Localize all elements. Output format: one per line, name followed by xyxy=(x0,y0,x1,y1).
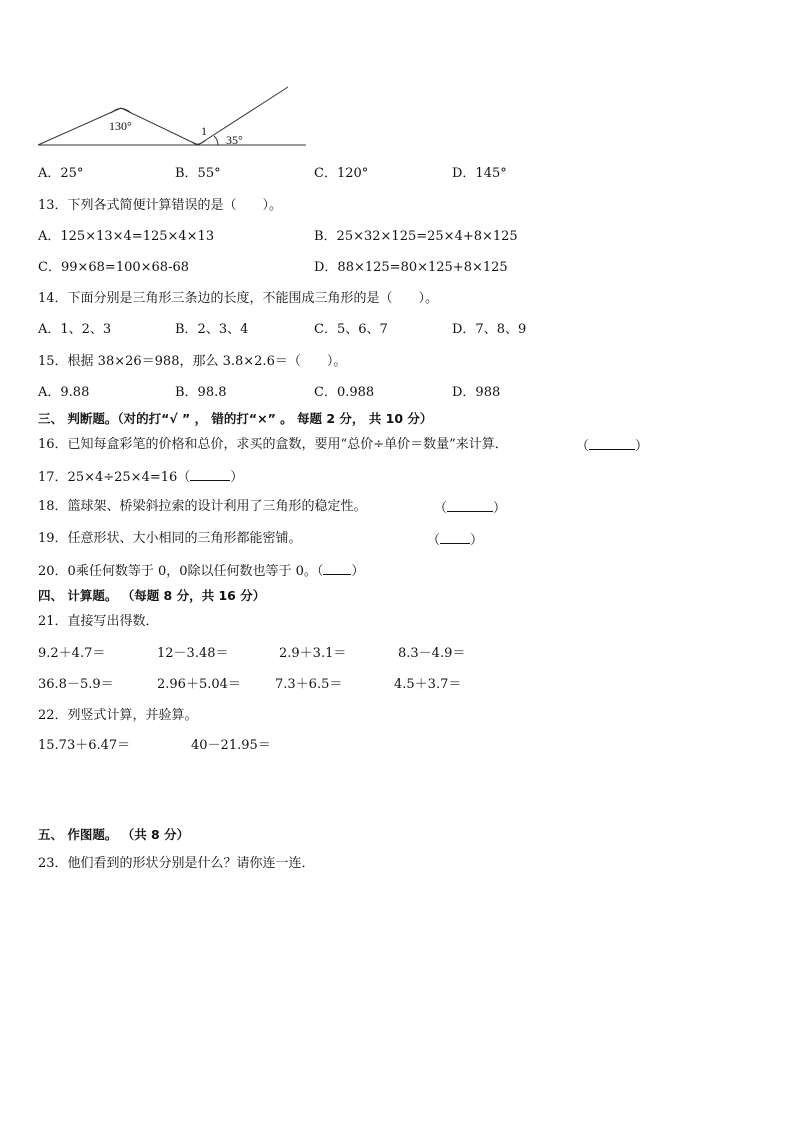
q17-close-paren: ） xyxy=(230,470,244,485)
q14-stem: 14．下面分别是三角形三条边的长度，不能围成三角形的是（ ）。 xyxy=(38,291,439,306)
angle-arc-35 xyxy=(214,136,218,145)
section-3-title: 三、 判断题。（对的打“√ ” ， 错的打“×” 。 每题 2 分， 共 10 分） xyxy=(38,411,433,426)
q15-option-a[interactable]: A．9.88 xyxy=(38,385,90,400)
angle-label-130: 130° xyxy=(109,119,132,133)
figure-ray xyxy=(198,87,288,145)
angle-label-35: 35° xyxy=(226,133,243,147)
q20-stem: 20．0乘任何数等于 0，0除以任何数也等于 0。（ xyxy=(38,564,324,579)
q16-stem: 16．已知每盒彩笔的价格和总价，求买的盒数，要用“总价÷单价＝数量”来计算． xyxy=(38,437,508,452)
q15-option-b[interactable]: B．98.8 xyxy=(175,385,227,400)
q20-blank-line[interactable] xyxy=(323,562,351,575)
q15-stem: 15．根据 38×26＝988，那么 3.8×2.6＝（ ）。 xyxy=(38,354,347,369)
q13-option-b[interactable]: B．25×32×125=25×4+8×125 xyxy=(314,229,518,244)
q20-close-paren: ） xyxy=(351,564,365,579)
q13-option-a[interactable]: A．125×13×4=125×4×13 xyxy=(38,229,215,244)
q14-option-a[interactable]: A．1、2、3 xyxy=(38,322,112,337)
q21-item-6: 2.96＋5.04＝ xyxy=(157,677,241,692)
q18-close-paren: ） xyxy=(493,501,507,516)
q22-item-1: 15.73＋6.47＝ xyxy=(38,738,131,753)
q18-stem: 18．篮球架、桥梁斜拉索的设计利用了三角形的稳定性。 xyxy=(38,499,367,514)
q21-item-3: 2.9＋3.1＝ xyxy=(279,646,347,661)
q14-option-b[interactable]: B．2、3、4 xyxy=(175,322,249,337)
q19-stem: 19．任意形状、大小相同的三角形都能密铺。 xyxy=(38,531,302,546)
q19-answer-blank[interactable] xyxy=(427,531,483,549)
q16-close-paren: ） xyxy=(635,439,649,454)
q13-stem: 13．下列各式简便计算错误的是（ ）。 xyxy=(38,198,283,213)
q18-answer-blank[interactable] xyxy=(434,499,506,517)
q22-stem: 22．列竖式计算，并验算。 xyxy=(38,708,198,723)
section-4-title: 四、 计算题。 （每题 8 分，共 16 分） xyxy=(38,588,266,603)
q19-close-paren: ） xyxy=(470,533,484,548)
q19-blank-line[interactable] xyxy=(440,531,470,544)
q15-option-c[interactable]: C．0.988 xyxy=(314,385,375,400)
q16-answer-blank[interactable] xyxy=(576,437,648,455)
q21-item-5: 36.8－5.9＝ xyxy=(38,677,114,692)
q14-option-c[interactable]: C．5、6、7 xyxy=(314,322,388,337)
q16-blank-line[interactable] xyxy=(589,437,635,450)
q12-option-d[interactable]: D．145° xyxy=(452,166,507,181)
q14-option-d[interactable]: D．7、8、9 xyxy=(452,322,527,337)
q21-item-2: 12－3.48＝ xyxy=(157,646,229,661)
q17-blank-line[interactable] xyxy=(190,468,230,481)
q21-item-8: 4.5＋3.7＝ xyxy=(394,677,462,692)
q18-blank-line[interactable] xyxy=(447,499,493,512)
section-5-title: 五、 作图题。 （共 8 分） xyxy=(38,827,190,842)
q12-option-c[interactable]: C．120° xyxy=(314,166,369,181)
q12-option-b[interactable]: B．55° xyxy=(175,166,221,181)
q21-stem: 21．直接写出得数． xyxy=(38,614,159,629)
angle-label-1: 1 xyxy=(201,124,207,138)
q13-option-d[interactable]: D．88×125=80×125+8×125 xyxy=(314,260,508,275)
q13-option-c[interactable]: C．99×68=100×68-68 xyxy=(38,260,189,275)
q21-item-7: 7.3＋6.5＝ xyxy=(275,677,343,692)
q21-item-4: 8.3－4.9＝ xyxy=(398,646,466,661)
q20-row xyxy=(38,562,364,580)
angle-arc-top xyxy=(111,109,131,114)
q17-stem: 17．25×4÷25×4=16（ xyxy=(38,470,191,485)
q15-option-d[interactable]: D．988 xyxy=(452,385,501,400)
q18-open-paren: （ xyxy=(434,501,448,516)
q17-row xyxy=(38,468,243,486)
q23-stem: 23．他们看到的形状分别是什么？请你连一连． xyxy=(38,856,315,871)
angle-figure xyxy=(0,0,794,160)
figure-right-side xyxy=(121,108,198,145)
q22-item-2: 40－21.95＝ xyxy=(191,738,271,753)
q12-option-a[interactable]: A．25° xyxy=(38,166,84,181)
q21-item-1: 9.2＋4.7＝ xyxy=(38,646,106,661)
q16-open-paren: （ xyxy=(576,439,590,454)
q19-open-paren: （ xyxy=(427,533,441,548)
